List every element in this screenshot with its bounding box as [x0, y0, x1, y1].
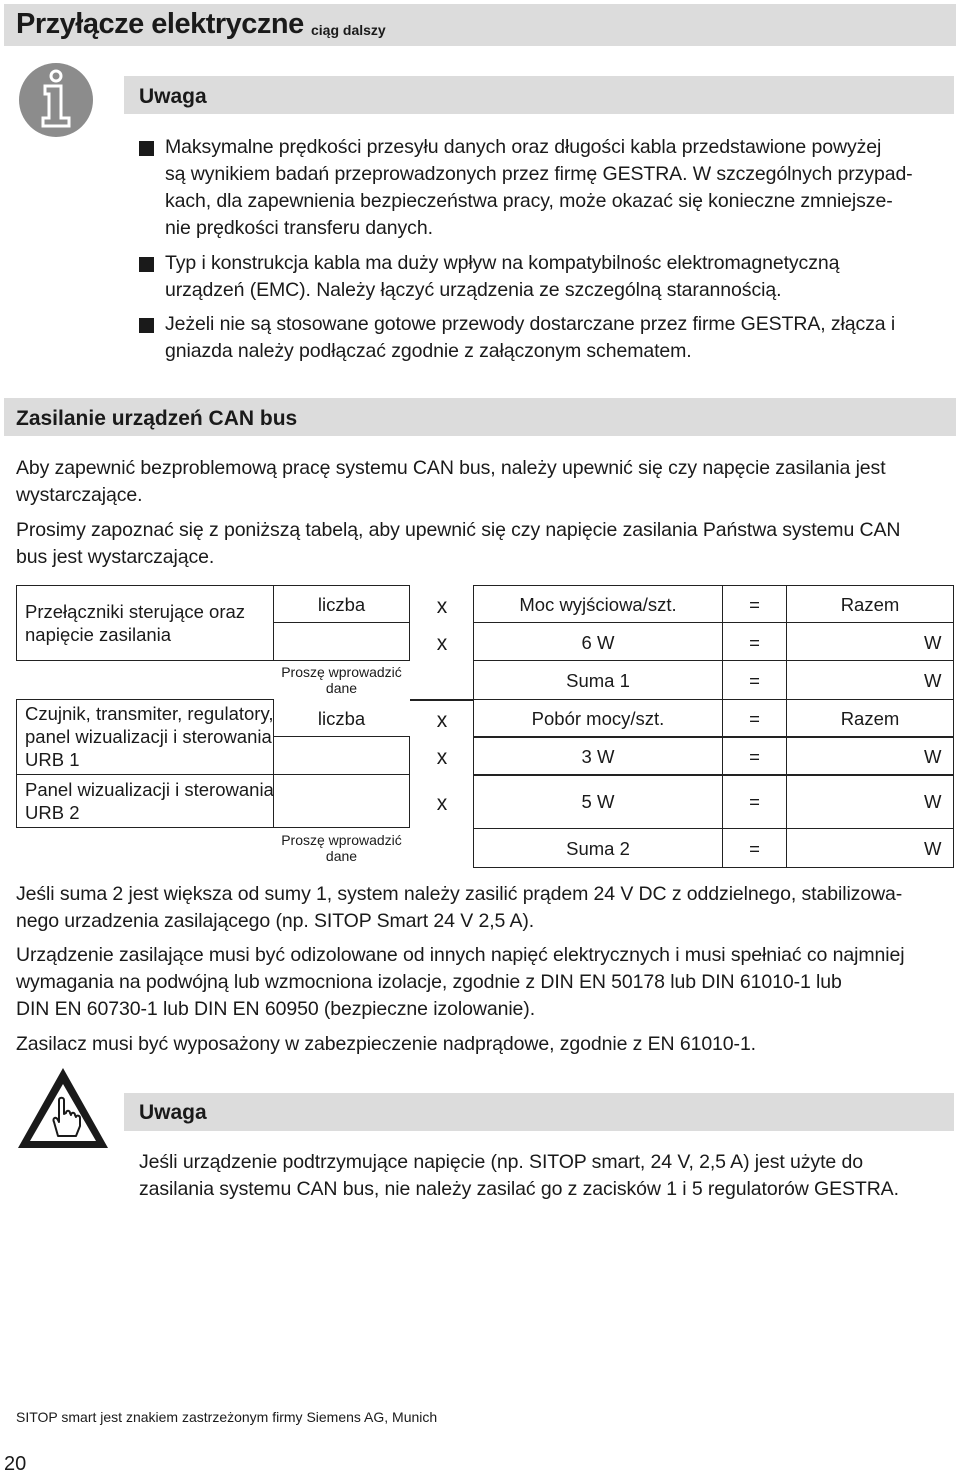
- table-cell-liczba: liczba: [317, 594, 366, 615]
- table-cell-unit: W: [924, 632, 942, 653]
- group2-label-2: Panel wizualizacji i sterowania URB 2: [25, 779, 274, 823]
- paragraph: Urządzenie zasilające musi być odizolowane od innych napięć elektrycznych i musi spełniać co najmniej wymagania na podwójną lub wzmocniona izolacje, zgodnie z DIN EN 50178 lub DIN 61010-1 lub DIN EN 60730-1 lub DIN EN 60950 (bezpieczne izolowanie).: [16, 944, 905, 1020]
- table-cell-eq: =: [749, 670, 760, 691]
- table-cell-liczba: liczba: [317, 708, 366, 729]
- page-number: 20: [4, 1453, 27, 1475]
- table-cell-eq: =: [749, 838, 760, 859]
- group1-label: Przełączniki sterujące oraz napięcie zasilania: [25, 601, 246, 645]
- page-title: Przyłącze elektryczne: [16, 8, 304, 40]
- note-bullet-2: Typ i konstrukcja kabla ma duży wpływ na kompatybilnośc elektromagnetyczną urządzeń (EMC). Należy łączyć urządzenia ze szczególną starannością.: [165, 252, 840, 301]
- warning-hand-icon: [14, 1064, 112, 1152]
- group2-label-1: Czujnik, transmiter, regulatory, panel wizualizacji i sterowania URB 1: [25, 703, 274, 770]
- warning-heading-bar: [124, 1093, 954, 1131]
- table-cell-eq: =: [749, 746, 760, 767]
- table-cell: [473, 699, 723, 829]
- section-heading: Zasilanie urządzeń CAN bus: [16, 407, 298, 430]
- warning-heading: Uwaga: [139, 1101, 207, 1124]
- note-heading-bar: [124, 76, 954, 114]
- table-result-cell: [786, 699, 954, 829]
- bullet-marker: [139, 257, 154, 272]
- table-input-cell: [273, 736, 410, 775]
- table-cell-eq: =: [749, 594, 760, 615]
- note-heading: Uwaga: [139, 85, 207, 108]
- bullet-marker: [139, 318, 154, 333]
- table-cell-moc-value: 6 W: [581, 632, 615, 653]
- table-cell-eq: =: [749, 791, 760, 812]
- footnote: SITOP smart jest znakiem zastrzeżonym firmy Siemens AG, Munich: [16, 1409, 438, 1425]
- bullet-marker: [139, 141, 154, 156]
- table-cell-x: x: [436, 595, 448, 618]
- enter-data-label: Proszę wprowadzić dane: [281, 832, 402, 864]
- table-cell: [722, 699, 787, 829]
- table-cell-x: x: [436, 709, 448, 732]
- table-cell-unit: W: [924, 791, 942, 812]
- page-subtitle: ciąg dalszy: [311, 22, 386, 38]
- table-cell-x: x: [436, 632, 448, 655]
- enter-data-label: Proszę wprowadzić dane: [281, 664, 402, 696]
- table-cell-eq: =: [749, 632, 760, 653]
- table-input-cell: [273, 622, 410, 661]
- table-cell-pobor-value: 3 W: [581, 746, 615, 767]
- paragraph: Aby zapewnić bezproblemową pracę systemu CAN bus, należy upewnić się czy napęcie zasilania jest wystarczające.: [16, 457, 886, 506]
- warning-text: Jeśli urządzenie podtrzymujące napięcie (np. SITOP smart, 24 V, 2,5 A) jest użyte do zasilania systemu CAN bus, nie należy zasilać go z zacisków 1 i 5 regulatorów GESTRA.: [139, 1151, 899, 1200]
- table-cell-razem: Razem: [840, 708, 900, 729]
- table-input-cell: [273, 774, 410, 828]
- table-header-moc: Moc wyjściowa/szt.: [519, 594, 677, 615]
- table-header-pobor: Pobór mocy/szt.: [531, 708, 665, 729]
- paragraph: Zasilacz musi być wyposażony w zabezpieczenie nadprądowe, zgodnie z EN 61010-1.: [16, 1033, 757, 1055]
- note-bullet-1: Maksymalne prędkości przesyłu danych oraz długości kabla przedstawione powyżej są wynikiem badań przeprowadzonych przez firmę GESTRA. W szczególnych przypad- kach, dla zapewnienia bezpieczeństwa pracy, może okazać się konieczne zmniejsze- nie prędkości transferu danych.: [165, 136, 913, 239]
- note-bullet-3: Jeżeli nie są stosowane gotowe przewody dostarczane przez firme GESTRA, złącza i gniazda należy podłączać zgodnie z załączonym schematem.: [165, 313, 896, 362]
- table-cell-x: x: [436, 746, 448, 769]
- table-cell-razem: Razem: [840, 594, 900, 615]
- paragraph: Jeśli suma 2 jest większa od sumy 1, system należy zasilić prądem 24 V DC z oddzielnego, stabilizowa- nego urzadzenia zasilającego (np. SITOP Smart 24 V 2,5 A).: [16, 883, 903, 932]
- table-cell-x: x: [436, 792, 448, 815]
- table-cell-suma1: Suma 1: [566, 670, 630, 691]
- table-cell-unit: W: [924, 670, 942, 691]
- table-cell-unit: W: [924, 746, 942, 767]
- paragraph: Prosimy zapoznać się z poniższą tabelą, aby upewnić się czy napięcie zasilania Państwa systemu CAN bus jest wystarczające.: [16, 519, 901, 568]
- table-cell-suma2: Suma 2: [566, 838, 630, 859]
- table-cell-unit: W: [924, 838, 942, 859]
- info-icon: [18, 62, 94, 138]
- table-cell-eq: =: [749, 708, 760, 729]
- table-cell-pobor-value: 5 W: [581, 791, 615, 812]
